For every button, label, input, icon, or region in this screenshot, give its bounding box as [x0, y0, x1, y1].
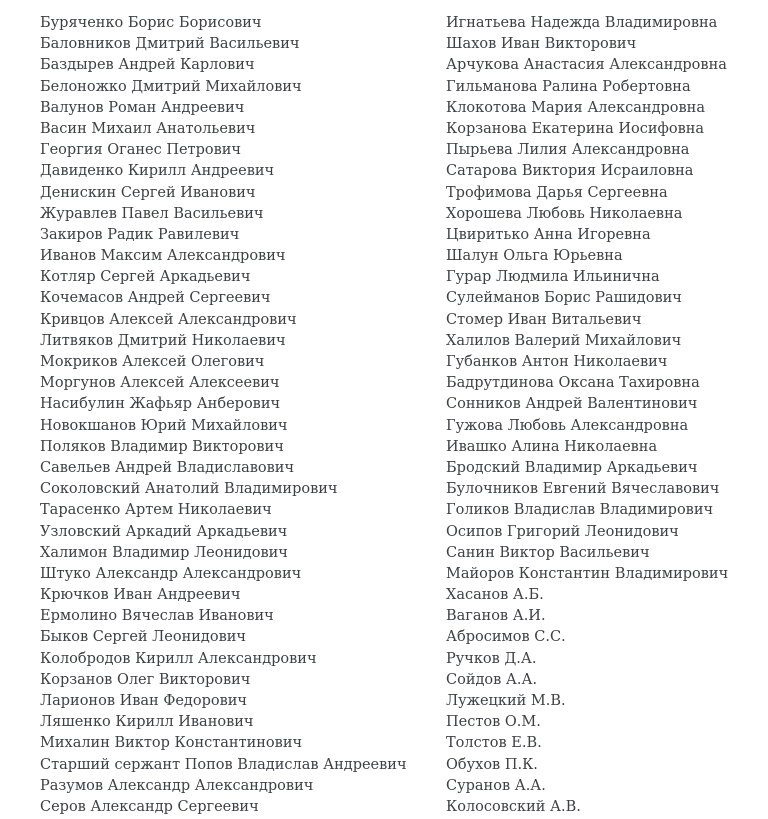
person-name-right: Трофимова Дарья Сергеевна	[446, 184, 668, 201]
person-name-right: Гурар Людмила Ильинична	[446, 269, 660, 286]
person-name-left: Корзанов Олег Викторович	[40, 671, 251, 688]
person-name-left: Быков Сергей Леонидович	[40, 629, 246, 646]
person-name-right: Хасанов А.Б.	[446, 587, 544, 604]
person-name-left: Кочемасов Андрей Сергеевич	[40, 290, 271, 307]
names-grid	[40, 13, 768, 818]
person-name-left: Валунов Роман Андреевич	[40, 99, 245, 116]
person-name-right: Игнатьева Надежда Владимировна	[446, 15, 718, 31]
person-name-right: Лужецкий М.В.	[446, 693, 566, 709]
person-name-left: Литвяков Дмитрий Николаевич	[40, 332, 286, 349]
person-name-left: Узловский Аркадий Аркадьевич	[40, 523, 288, 540]
person-name-right: Клокотова Мария Александровна	[446, 99, 705, 116]
person-name-left: Журавлев Павел Васильевич	[40, 205, 264, 222]
person-name-left: Разумов Александр Александрович	[40, 777, 314, 794]
person-name-left: Баловников Дмитрий Васильевич	[40, 36, 300, 53]
person-name-right: Майоров Константин Владимирович	[446, 565, 729, 582]
person-name-left: Крючков Иван Андреевич	[40, 587, 241, 604]
person-name-left: Котляр Сергей Аркадьевич	[40, 269, 251, 286]
person-name-right: Корзанова Екатерина Иосифовна	[446, 120, 705, 137]
person-name-left: Тарасенко Артем Николаевич	[40, 502, 272, 519]
person-name-left: Штуко Александр Александрович	[40, 565, 302, 582]
person-name-left: Михалин Виктор Константинович	[40, 735, 303, 752]
person-name-left: Савельев Андрей Владиславович	[40, 459, 295, 476]
person-name-right: Осипов Григорий Леонидович	[446, 523, 679, 540]
person-name-right: Шахов Иван Викторович	[446, 36, 637, 53]
person-name-right: Сулейманов Борис Рашидович	[446, 290, 682, 307]
person-name-left: Ермолино Вячеслав Иванович	[40, 608, 274, 625]
person-name-right: Арчукова Анастасия Александровна	[446, 57, 727, 74]
person-name-left: Соколовский Анатолий Владимирович	[40, 481, 338, 498]
person-name-right: Сойдов А.А.	[446, 671, 538, 688]
person-name-left: Ларионов Иван Федорович	[40, 693, 248, 709]
person-name-right: Сонников Андрей Валентинович	[446, 396, 698, 413]
person-name-right: Бродский Владимир Аркадьевич	[446, 459, 698, 476]
person-name-left: Георгия Оганес Петрович	[40, 142, 241, 159]
person-name-right: Стомер Иван Витальевич	[446, 311, 642, 328]
person-name-right: Ваганов А.И.	[446, 608, 546, 625]
person-name-left: Поляков Владимир Викторович	[40, 438, 284, 455]
person-name-left: Новокшанов Юрий Михайлович	[40, 417, 288, 434]
person-name-left: Кривцов Алексей Александрович	[40, 311, 297, 328]
person-name-left: Мокриков Алексей Олегович	[40, 354, 265, 370]
person-name-right: Булочников Евгений Вячеславович	[446, 481, 720, 498]
person-name-right: Ивашко Алина Николаевна	[446, 438, 658, 455]
person-name-right: Голиков Владислав Владимирович	[446, 502, 714, 519]
person-name-right: Шалун Ольга Юрьевна	[446, 248, 623, 265]
person-name-left: Денискин Сергей Иванович	[40, 184, 256, 201]
person-name-right: Суранов А.А.	[446, 777, 546, 794]
person-name-left: Давиденко Кирилл Андреевич	[40, 163, 275, 180]
person-name-right: Санин Виктор Васильевич	[446, 544, 650, 561]
person-name-left: Ляшенко Кирилл Иванович	[40, 714, 254, 731]
person-name-left: Серов Александр Сергеевич	[40, 798, 259, 815]
person-name-left: Белоножко Дмитрий Михайлович	[40, 78, 302, 95]
person-name-right: Цвиритько Анна Игоревна	[446, 226, 651, 243]
person-name-right: Ручков Д.А.	[446, 650, 537, 667]
person-name-left: Моргунов Алексей Алексеевич	[40, 375, 280, 392]
person-name-right: Абросимов С.С.	[446, 629, 566, 646]
person-name-right: Толстов Е.В.	[446, 735, 542, 752]
person-name-right: Халилов Валерий Михайлович	[446, 332, 682, 349]
person-name-left: Буряченко Борис Борисович	[40, 15, 262, 31]
person-name-left: Колобродов Кирилл Александрович	[40, 650, 317, 667]
person-name-right: Сатарова Виктория Исраиловна	[446, 163, 694, 180]
person-name-right: Гильманова Ралина Робертовна	[446, 78, 691, 95]
person-name-right: Хорошева Любовь Николаевна	[446, 205, 683, 222]
person-name-left: Халимон Владимир Леонидович	[40, 544, 288, 561]
person-name-right: Обухов П.К.	[446, 756, 538, 773]
person-name-left: Баздырев Андрей Карлович	[40, 57, 255, 74]
person-name-right: Колосовский А.В.	[446, 798, 581, 815]
person-name-left: Старший сержант Попов Владислав Андреевич	[40, 756, 407, 773]
person-name-right: Пестов О.М.	[446, 714, 541, 731]
person-name-left: Васин Михаил Анатольевич	[40, 120, 256, 137]
person-name-left: Закиров Радик Равилевич	[40, 226, 240, 243]
person-name-right: Гужова Любовь Александровна	[446, 417, 689, 434]
person-name-left: Насибулин Жафьяр Анберович	[40, 396, 281, 413]
person-name-right: Пырьева Лилия Александровна	[446, 142, 690, 159]
person-name-left: Иванов Максим Александрович	[40, 248, 286, 265]
person-name-right: Бадрутдинова Оксана Тахировна	[446, 375, 700, 392]
person-name-right: Губанков Антон Николаевич	[446, 354, 668, 370]
